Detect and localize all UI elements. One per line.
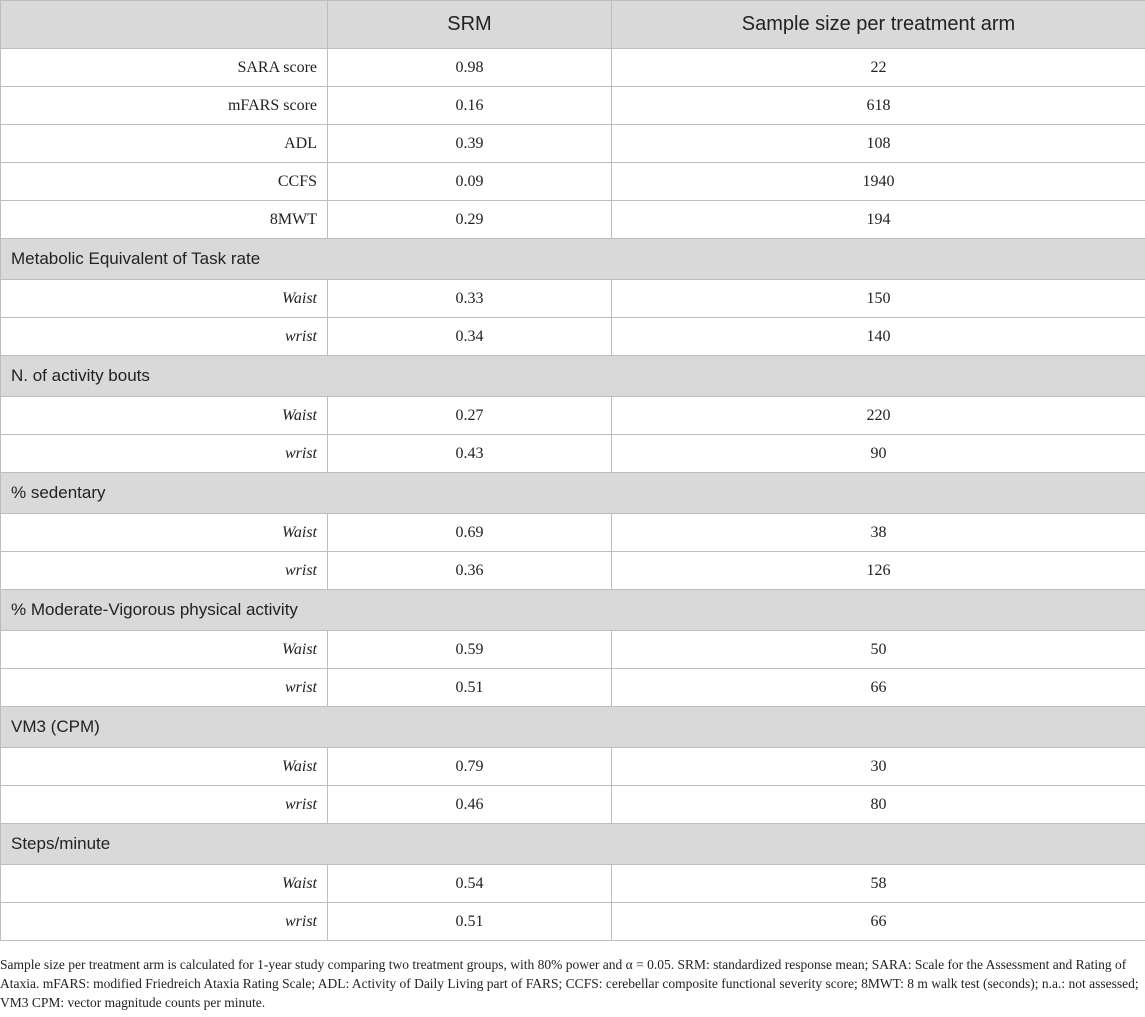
srm-cell: 0.33: [328, 280, 612, 318]
group-label: % Moderate-Vigorous physical activity: [1, 590, 1145, 631]
sample-size-cell: 22: [612, 49, 1145, 87]
srm-cell: 0.46: [328, 786, 612, 824]
srm-cell: 0.39: [328, 125, 612, 163]
srm-cell: 0.98: [328, 49, 612, 87]
header-row: [1, 1, 1145, 49]
table-row: [1, 786, 1145, 824]
table-row: [1, 87, 1145, 125]
sample-size-cell: 150: [612, 280, 1145, 318]
sample-size-cell: 194: [612, 201, 1145, 239]
group-header-row: [1, 473, 1145, 514]
sample-size-cell: 90: [612, 435, 1145, 473]
srm-cell: 0.29: [328, 201, 612, 239]
table-row: [1, 280, 1145, 318]
group-label: Metabolic Equivalent of Task rate: [1, 239, 1145, 280]
row-label: wrist: [1, 318, 328, 356]
sample-size-cell: 108: [612, 125, 1145, 163]
group-header-row: [1, 356, 1145, 397]
group-label: % sedentary: [1, 473, 1145, 514]
sample-size-cell: 220: [612, 397, 1145, 435]
table-row: [1, 49, 1145, 87]
row-label: mFARS score: [1, 87, 328, 125]
sample-size-cell: 58: [612, 865, 1145, 903]
srm-cell: 0.36: [328, 552, 612, 590]
table-row: [1, 865, 1145, 903]
group-label: N. of activity bouts: [1, 356, 1145, 397]
row-label: 8MWT: [1, 201, 328, 239]
table-row: [1, 552, 1145, 590]
table-body: [1, 49, 1145, 941]
table-row: [1, 631, 1145, 669]
srm-cell: 0.51: [328, 669, 612, 707]
row-label: SARA score: [1, 49, 328, 87]
group-header-row: [1, 239, 1145, 280]
group-header-row: [1, 824, 1145, 865]
srm-cell: 0.59: [328, 631, 612, 669]
table-row: [1, 748, 1145, 786]
sample-size-cell: 30: [612, 748, 1145, 786]
srm-cell: 0.27: [328, 397, 612, 435]
srm-cell: 0.43: [328, 435, 612, 473]
row-label: Waist: [1, 748, 328, 786]
row-label: Waist: [1, 514, 328, 552]
table-row: [1, 318, 1145, 356]
row-label: Waist: [1, 397, 328, 435]
sample-size-cell: 38: [612, 514, 1145, 552]
row-label: wrist: [1, 786, 328, 824]
sample-size-cell: 50: [612, 631, 1145, 669]
table-row: [1, 163, 1145, 201]
group-label: Steps/minute: [1, 824, 1145, 865]
table-row: [1, 435, 1145, 473]
table-row: [1, 397, 1145, 435]
table-row: [1, 903, 1145, 941]
sample-size-cell: 80: [612, 786, 1145, 824]
table-footnote: Sample size per treatment arm is calculated for 1-year study comparing two treatment groups, with 80% power and α = 0.05. SRM: standardized response mean; SARA: Scale for the Assessment and Rating of Ataxia. mFARS: modified Friedreich Ataxia Rating Scale; ADL: Activity of Daily Living part of FARS; CCFS: cerebellar composite functional severity score; 8MWT: 8 m walk test (seconds); n.a.: not assessed; VM3 CPM: vector magnitude counts per minute.: [0, 957, 1139, 1010]
group-header-row: [1, 707, 1145, 748]
row-label: wrist: [1, 552, 328, 590]
sample-size-cell: 66: [612, 669, 1145, 707]
group-header-row: [1, 590, 1145, 631]
srm-cell: 0.09: [328, 163, 612, 201]
header-srm: SRM: [328, 1, 612, 49]
sample-size-cell: 140: [612, 318, 1145, 356]
row-label: Waist: [1, 865, 328, 903]
sample-size-cell: 618: [612, 87, 1145, 125]
sample-size-cell: 126: [612, 552, 1145, 590]
table-row: [1, 669, 1145, 707]
row-label: Waist: [1, 631, 328, 669]
group-label: VM3 (CPM): [1, 707, 1145, 748]
srm-cell: 0.69: [328, 514, 612, 552]
table-row: [1, 201, 1145, 239]
sample-size-cell: 1940: [612, 163, 1145, 201]
row-label: ADL: [1, 125, 328, 163]
header-sample-size: Sample size per treatment arm: [612, 1, 1145, 49]
srm-cell: 0.54: [328, 865, 612, 903]
sample-size-cell: 66: [612, 903, 1145, 941]
row-label: CCFS: [1, 163, 328, 201]
header-label-column: [1, 1, 328, 49]
srm-cell: 0.16: [328, 87, 612, 125]
table-row: [1, 514, 1145, 552]
table-row: [1, 125, 1145, 163]
row-label: wrist: [1, 903, 328, 941]
srm-cell: 0.51: [328, 903, 612, 941]
srm-cell: 0.34: [328, 318, 612, 356]
row-label: wrist: [1, 435, 328, 473]
row-label: Waist: [1, 280, 328, 318]
row-label: wrist: [1, 669, 328, 707]
srm-cell: 0.79: [328, 748, 612, 786]
